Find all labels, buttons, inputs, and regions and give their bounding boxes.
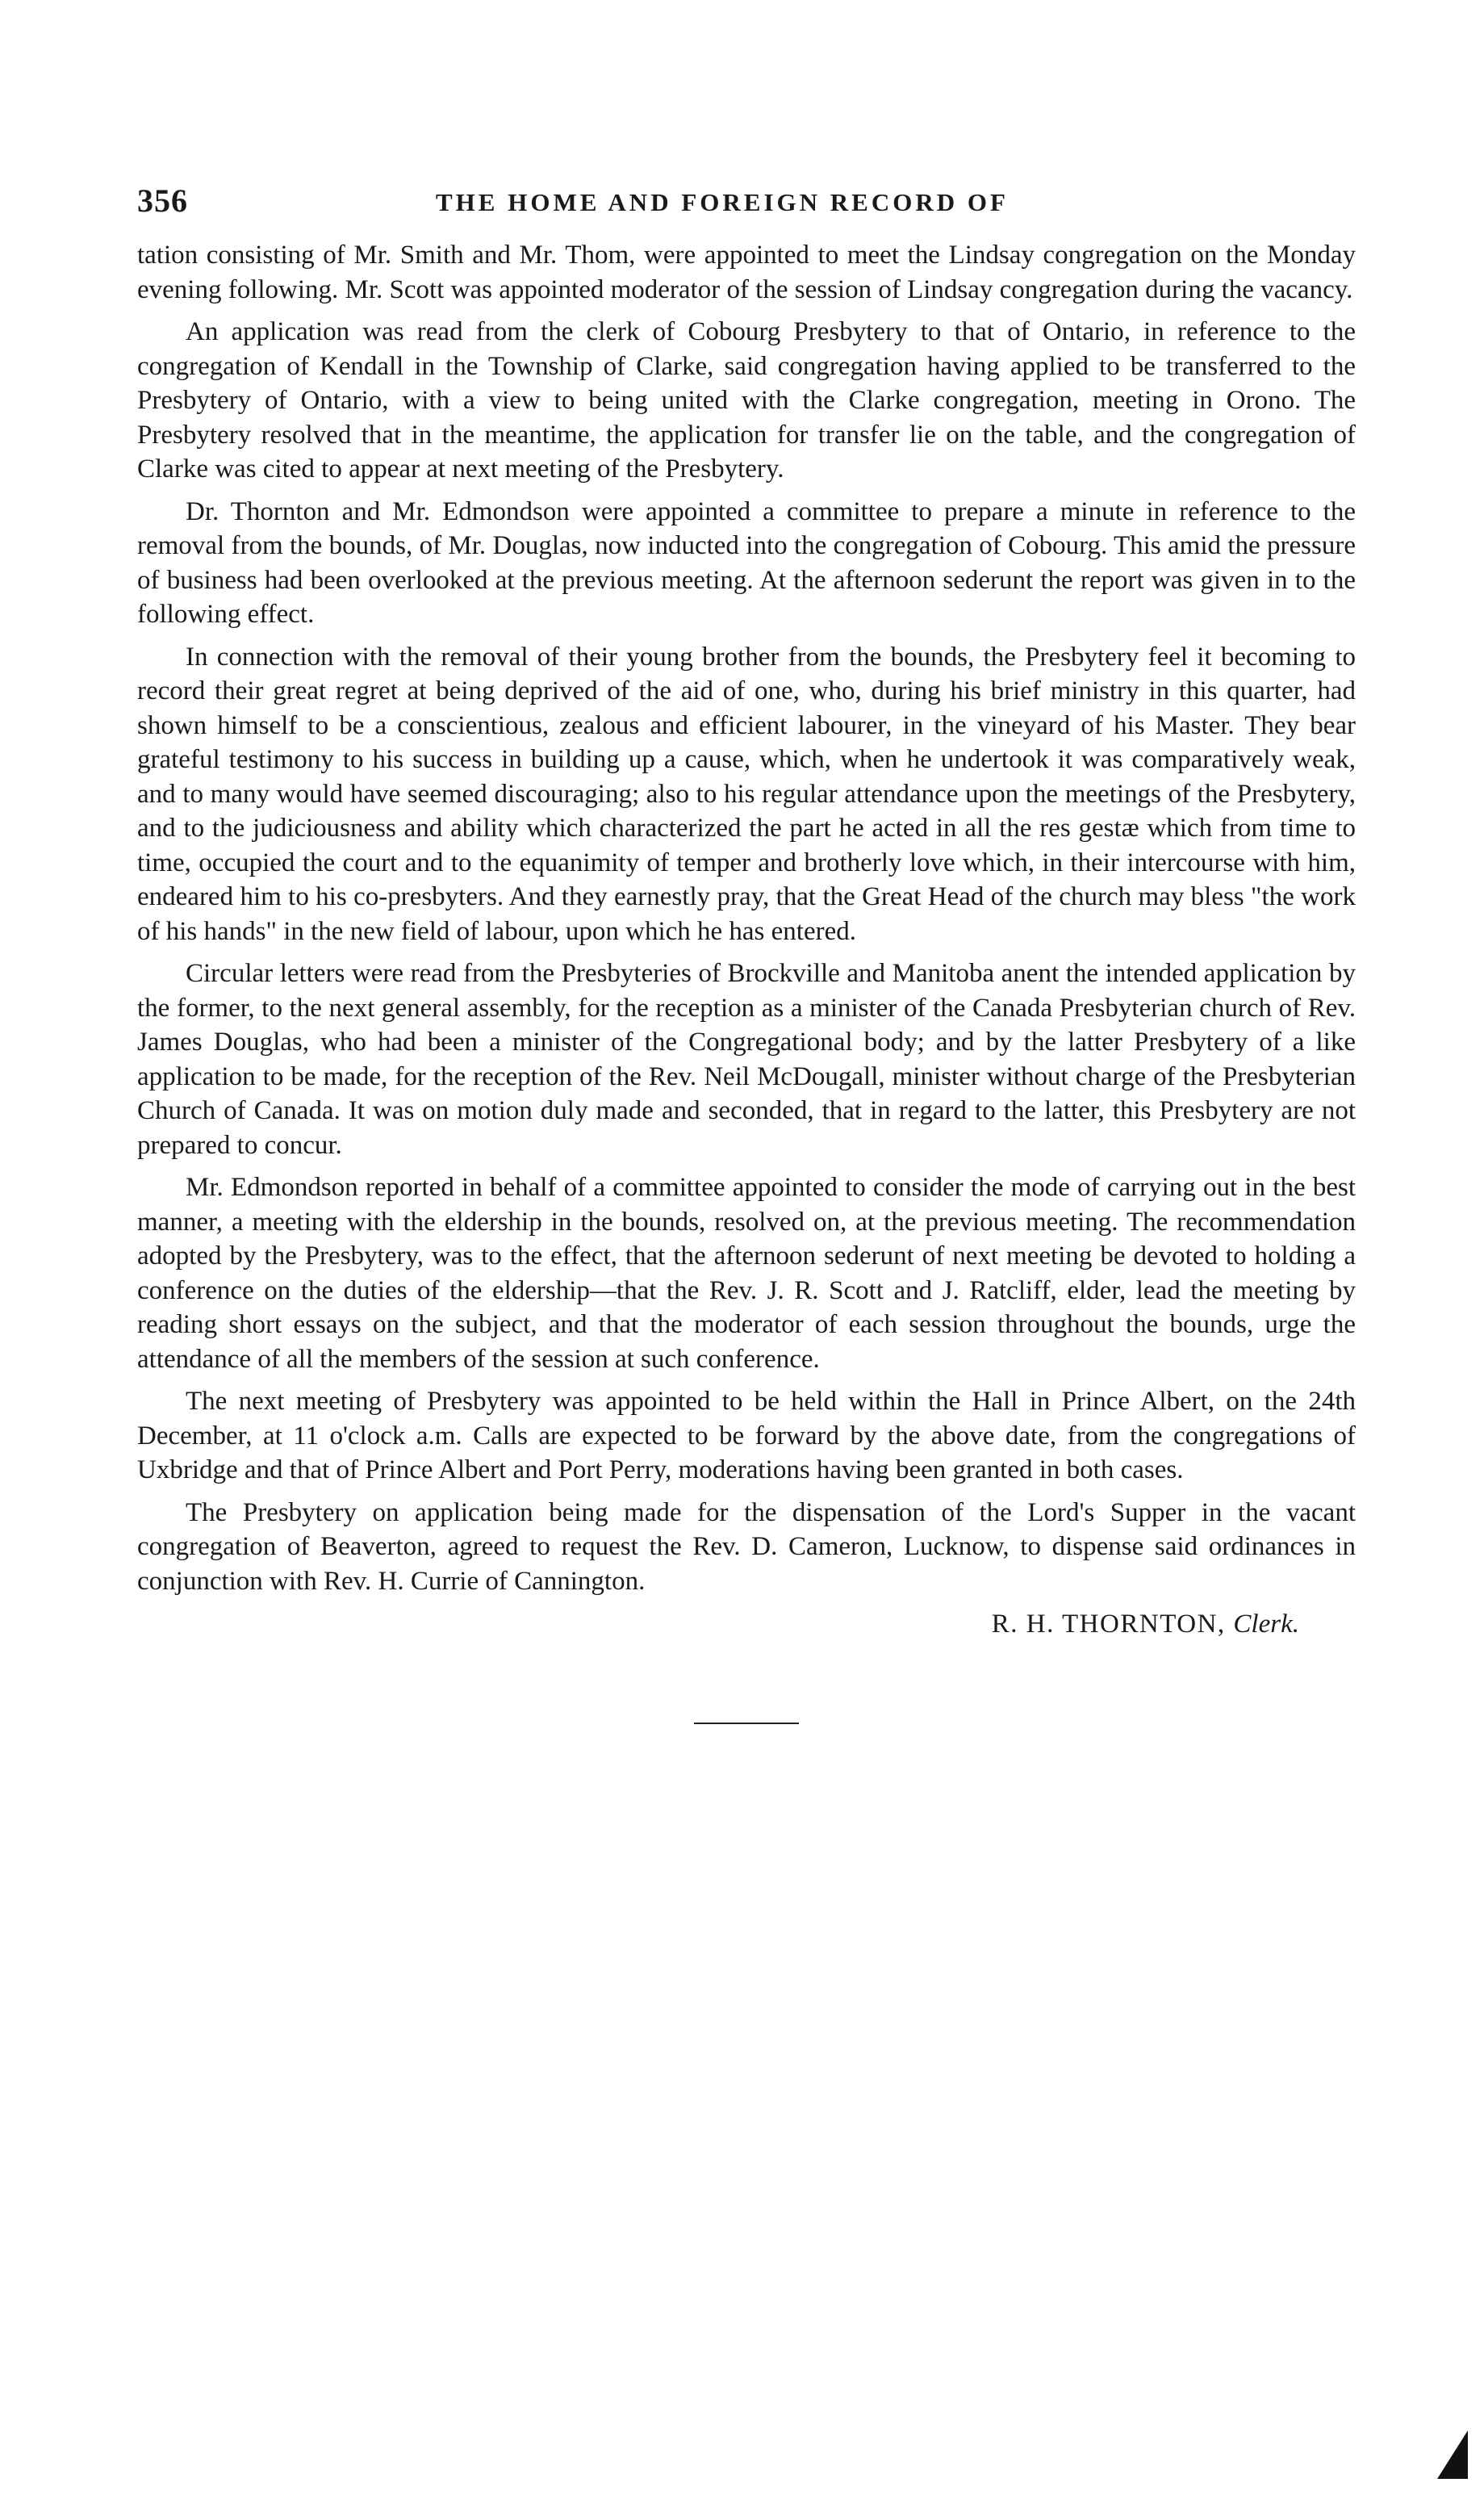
section-divider — [694, 1723, 799, 1724]
running-head: THE HOME AND FOREIGN RECORD OF — [436, 188, 1009, 216]
paragraph: Mr. Edmondson reported in behalf of a committee appointed to consider the mode of carrying out in the best manner, a meeting with the eldership in the bounds, resolved on, at the previous meeting. The recommendation adopted by the Presbytery, was to the effect, that the afternoon sederunt of next meeting be devoted to holding a conference on the duties of the eldership—that the Rev. J. R. Scott and J. Ratcliff, elder, lead the meeting by reading short essays on the subject, and that the moderator of each session throughout the bounds, urge the attendance of all the members of the session at such conference. — [137, 1173, 1356, 1374]
paragraph: Circular letters were read from the Presbyteries of Brockville and Manitoba anent the intended application by the former, to the next general assembly, for the reception as a minister of the Canada Presbyterian church of Rev. James Douglas, who had been a minister of the Congregational body; and by the latter Presbytery of a like application to be made, for the reception of the Rev. Neil McDougall, minister without charge of the Presbyterian Church of Canada. It was on motion duly made and seconded, that in regard to the latter, this Presbytery are not prepared to concur. — [137, 959, 1356, 1160]
corner-mark-icon — [1437, 2430, 1468, 2479]
page-header — [137, 165, 1356, 238]
document-page — [137, 165, 1356, 1724]
page-number: 356 — [137, 182, 188, 219]
paragraph: tation consisting of Mr. Smith and Mr. Thom, were appointed to meet the Lindsay congregation on the Monday evening following. Mr. Scott was appointed moderator of the session of Lindsay congregation during the vacancy. — [137, 241, 1356, 304]
signature — [137, 1606, 1356, 1642]
paragraph: An application was read from the clerk of Cobourg Presbytery to that of Ontario, in reference to the congregation of Kendall in the Township of Clarke, said congregation having applied to be transferred to the Presbytery of Ontario, with a view to being united with the Clarke congregation, meeting in Orono. The Presbytery resolved that in the meantime, the application for transfer lie on the table, and the congregation of Clarke was cited to appear at next meeting of the Presbytery. — [137, 317, 1356, 484]
signature-role: Clerk. — [1233, 1610, 1299, 1639]
article-body — [137, 238, 1356, 1598]
paragraph: The next meeting of Presbytery was appointed to be held within the Hall in Prince Albert, on the 24th December, at 11 o'clock a.m. Calls are expected to be forward by the above date, from the congregations of Uxbridge and that of Prince Albert and Port Perry, moderations having been granted in both cases. — [137, 1387, 1356, 1484]
signature-name: R. H. THORNTON, — [991, 1610, 1226, 1639]
paragraph: In connection with the removal of their young brother from the bounds, the Presbytery feel it becoming to record their great regret at being deprived of the aid of one, who, during his brief ministry in this quarter, had shown himself to be a conscientious, zealous and efficient labourer, in the vineyard of his Master. They bear grateful testimony to his success in building up a cause, which, when he undertook it was comparatively weak, and to many would have seemed discouraging; also to his regular attendance upon the meetings of the Presbytery, and to the judiciousness and ability which characterized the part he acted in all the res gestæ which from time to time, occupied the court and to the equanimity of temper and brotherly love which, in their intercourse with him, endeared him to his co-presbyters. And they earnestly pray, that the Great Head of the church may bless "the work of his hands" in the new field of labour, upon which he has entered. — [137, 642, 1356, 946]
paragraph: The Presbytery on application being made for the dispensation of the Lord's Supper in the vacant congregation of Beaverton, agreed to request the Rev. D. Cameron, Lucknow, to dispense said ordinances in conjunction with Rev. H. Currie of Cannington. — [137, 1497, 1356, 1596]
paragraph: Dr. Thornton and Mr. Edmondson were appointed a committee to prepare a minute in reference to the removal from the bounds, of Mr. Douglas, now inducted into the congregation of Cobourg. This amid the pressure of business had been overlooked at the previous meeting. At the afternoon sederunt the report was given in to the following effect. — [137, 496, 1356, 629]
